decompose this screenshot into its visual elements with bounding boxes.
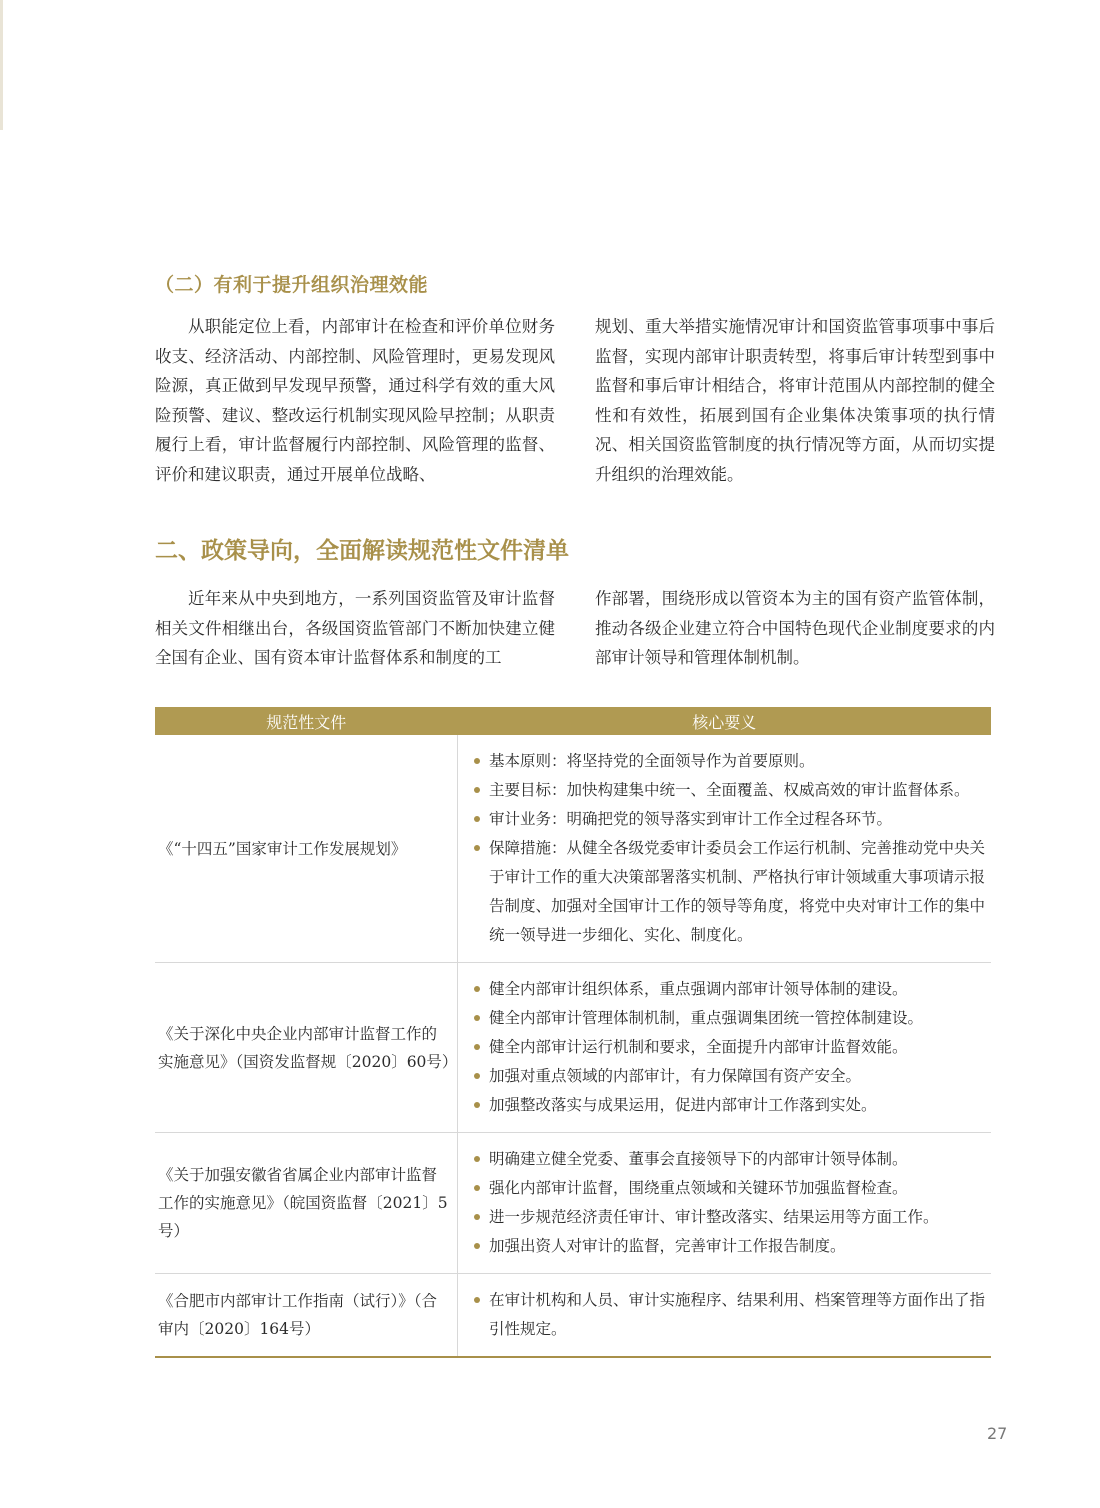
list-item: 主要目标：加快构建集中统一、全面覆盖、权威高效的审计监督体系。 bbox=[474, 776, 991, 805]
table-row bbox=[155, 963, 991, 1133]
section1-right-column bbox=[595, 312, 995, 489]
bullet-icon bbox=[474, 1044, 480, 1050]
bullet-icon bbox=[474, 787, 480, 793]
document-title-cell: 《“十四五”国家审计工作发展规划》 bbox=[155, 735, 458, 963]
bullet-icon bbox=[474, 758, 480, 764]
core-points-cell bbox=[458, 1274, 992, 1358]
column-header-core-points: 核心要义 bbox=[458, 707, 992, 735]
core-points-cell bbox=[458, 735, 992, 963]
list-item: 保障措施：从健全各级党委审计委员会工作运行机制、完善推动党中央关于审计工作的重大决策部署落实机制、严格执行审计领域重大事项请示报告制度、加强对全国审计工作的领导等角度，将党中央对审计工作的集中统一领导进一步细化、实化、制度化。 bbox=[474, 834, 991, 950]
list-item: 进一步规范经济责任审计、审计整改落实、结果运用等方面工作。 bbox=[474, 1203, 991, 1232]
section2-left-paragraph: 近年来从中央到地方，一系列国资监管及审计监督相关文件相继出台，各级国资监管部门不断加快建立健全国有企业、国有资本审计监督体系和制度的工 bbox=[155, 589, 555, 667]
subsection-heading: （二）有利于提升组织治理效能 bbox=[155, 274, 429, 296]
list-item: 加强对重点领域的内部审计，有力保障国有资产安全。 bbox=[474, 1062, 991, 1091]
table-row bbox=[155, 735, 991, 963]
bullet-icon bbox=[474, 1015, 480, 1021]
bullet-icon bbox=[474, 816, 480, 822]
table-row bbox=[155, 1133, 991, 1274]
page-edge-mark bbox=[0, 0, 3, 130]
bullet-icon bbox=[474, 1214, 480, 1220]
section-heading: 二、政策导向，全面解读规范性文件清单 bbox=[155, 538, 569, 564]
section1-right-paragraph: 规划、重大举措实施情况审计和国资监管事项事中事后监督，实现内部审计职责转型，将事后审计转型到事中监督和事后审计相结合，将审计范围从内部控制的健全性和有效性，拓展到国有企业集体决策事项的执行情况、相关国资监管制度的执行情况等方面，从而切实提升组织的治理效能。 bbox=[595, 317, 995, 484]
list-item: 审计业务：明确把党的领导落实到审计工作全过程各环节。 bbox=[474, 805, 991, 834]
document-title-cell: 《关于深化中央企业内部审计监督工作的实施意见》（国资发监督规〔2020〕60号） bbox=[155, 963, 458, 1133]
list-item: 健全内部审计组织体系，重点强调内部审计领导体制的建设。 bbox=[474, 975, 991, 1004]
list-item: 加强出资人对审计的监督，完善审计工作报告制度。 bbox=[474, 1232, 991, 1261]
section2-right-paragraph: 作部署，围绕形成以管资本为主的国有资产监管体制，推动各级企业建立符合中国特色现代企业制度要求的内部审计领导和管理体制机制。 bbox=[595, 589, 995, 667]
list-item: 加强整改落实与成果运用，促进内部审计工作落到实处。 bbox=[474, 1091, 991, 1120]
section1-left-column bbox=[155, 312, 555, 489]
section1-left-paragraph: 从职能定位上看，内部审计在检查和评价单位财务收支、经济活动、内部控制、风险管理时，更易发现风险源，真正做到早发现早预警，通过科学有效的重大风险预警、建议、整改运行机制实现风险早控制；从职责履行上看，审计监督履行内部控制、风险管理的监督、评价和建议职责，通过开展单位战略、 bbox=[155, 317, 555, 484]
table-header-row bbox=[155, 707, 991, 735]
list-item: 健全内部审计管理体制机制，重点强调集团统一管控体制建设。 bbox=[474, 1004, 991, 1033]
list-item: 明确建立健全党委、董事会直接领导下的内部审计领导体制。 bbox=[474, 1145, 991, 1174]
bullet-icon bbox=[474, 986, 480, 992]
list-item: 在审计机构和人员、审计实施程序、结果利用、档案管理等方面作出了指引性规定。 bbox=[474, 1286, 991, 1344]
document-title-cell: 《合肥市内部审计工作指南（试行）》（合审内〔2020〕164号） bbox=[155, 1274, 458, 1358]
table-row bbox=[155, 1274, 991, 1358]
page-number: 27 bbox=[987, 1424, 1008, 1443]
section2-right-column bbox=[595, 584, 995, 673]
core-points-cell bbox=[458, 963, 992, 1133]
core-points-cell bbox=[458, 1133, 992, 1274]
section2-left-column bbox=[155, 584, 555, 673]
list-item: 基本原则：将坚持党的全面领导作为首要原则。 bbox=[474, 747, 991, 776]
bullet-icon bbox=[474, 1102, 480, 1108]
list-item: 健全内部审计运行机制和要求，全面提升内部审计监督效能。 bbox=[474, 1033, 991, 1062]
bullet-icon bbox=[474, 1156, 480, 1162]
bullet-icon bbox=[474, 845, 480, 851]
bullet-icon bbox=[474, 1297, 480, 1303]
policy-documents-table bbox=[155, 707, 991, 1358]
bullet-icon bbox=[474, 1073, 480, 1079]
column-header-document: 规范性文件 bbox=[155, 707, 458, 735]
bullet-icon bbox=[474, 1243, 480, 1249]
bullet-icon bbox=[474, 1185, 480, 1191]
list-item: 强化内部审计监督，围绕重点领域和关键环节加强监督检查。 bbox=[474, 1174, 991, 1203]
document-title-cell: 《关于加强安徽省省属企业内部审计监督工作的实施意见》（皖国资监督〔2021〕5号） bbox=[155, 1133, 458, 1274]
